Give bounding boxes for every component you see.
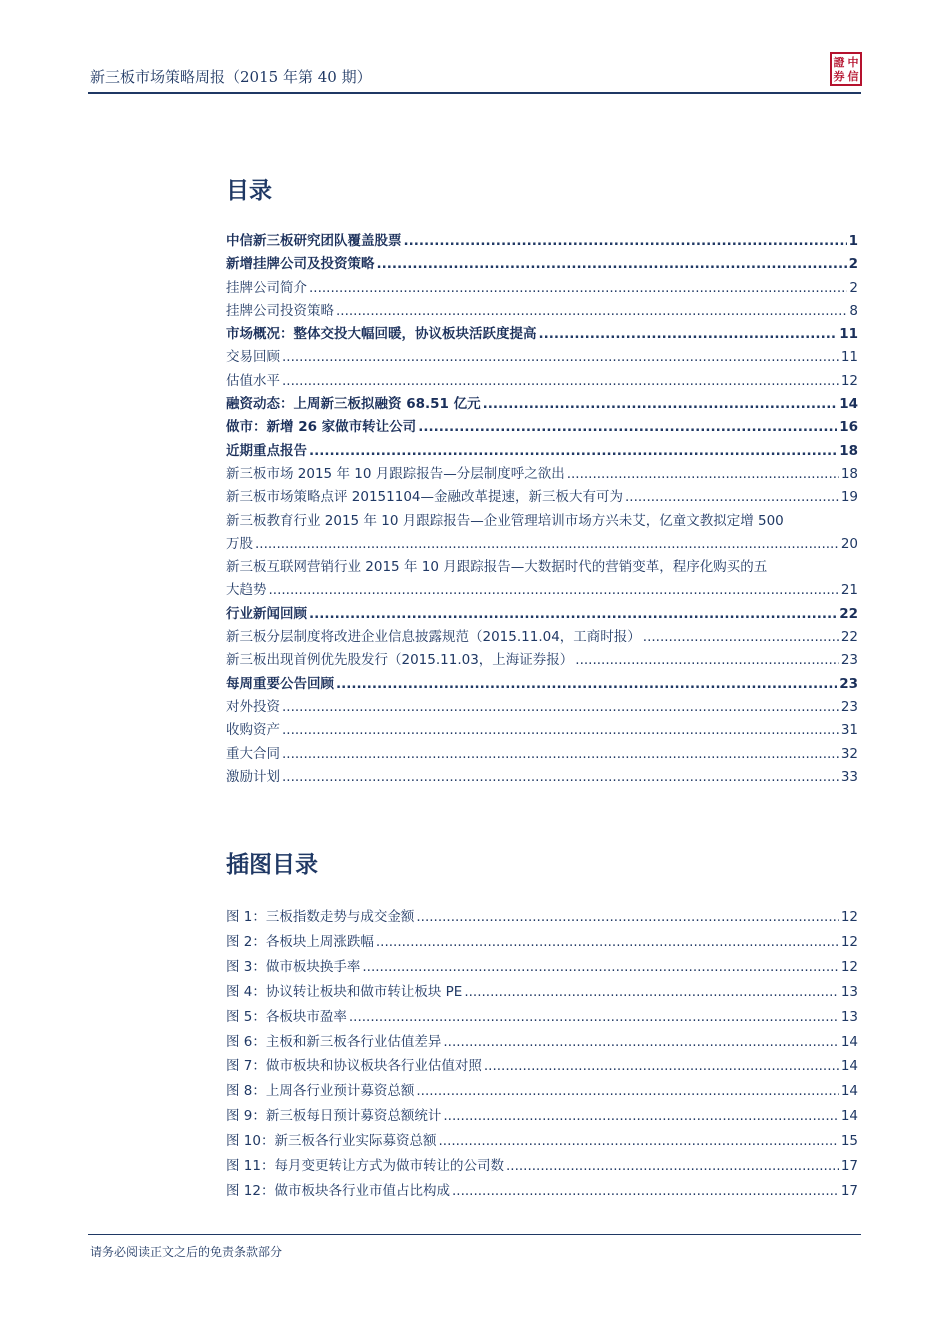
toc-entry[interactable] [226,905,858,930]
toc-entry-label: 万股 [226,535,253,552]
dot-leader [452,1179,839,1204]
toc-entry-page-number: 17 [840,1158,858,1175]
dot-leader [377,253,847,276]
toc-entry-label: 做市：新增 26 家做市转让公司 [226,419,417,436]
toc-entry-label: 图 12：做市板块各行业市值占比构成 [226,1182,450,1199]
toc-entry[interactable] [226,323,858,346]
report-title: 新三板市场策略周报（2015 年第 40 期） [90,68,372,86]
dot-leader [416,905,838,930]
toc-entry-label: 新三板市场 2015 年 10 月跟踪报告—分层制度呼之欲出 [226,465,565,482]
toc-entry-page-number: 22 [840,629,858,646]
toc-entry-label: 重大合同 [226,745,280,762]
toc-entry-label: 挂牌公司简介 [226,279,307,296]
toc-entry[interactable] [226,930,858,955]
toc-entry-label: 激励计划 [226,768,280,785]
toc-entry-page-number: 17 [840,1182,858,1199]
dot-leader [282,346,839,369]
toc-entry-wrapped-line[interactable]: 新三板教育行业 2015 年 10 月跟踪报告—企业管理培训市场方兴未艾，亿童文教拟定增 500 [226,512,784,529]
dot-leader [484,1054,839,1079]
toc-entry-label: 行业新闻回顾 [226,605,307,622]
toc-entry[interactable] [226,230,858,253]
toc-entry-label: 图 5：各板块市盈率 [226,1008,347,1025]
toc-entry[interactable] [226,579,858,602]
toc-entry-page-number: 12 [840,958,858,975]
toc-entry-label: 图 4：协议转让板块和做市转让板块 PE [226,983,463,1000]
dot-leader [309,277,847,300]
dot-leader [255,533,839,556]
toc-entry[interactable] [226,277,858,300]
toc-entry[interactable] [226,253,858,276]
toc-entry[interactable] [226,440,858,463]
dot-leader [483,393,838,416]
toc-entry-label: 每周重要公告回顾 [226,675,334,692]
dot-leader [438,1129,838,1154]
toc-entry[interactable] [226,1129,858,1154]
dot-leader [567,463,839,486]
list-of-figures [226,905,858,1204]
toc-entry-label: 图 3：做市板块换手率 [226,958,361,975]
logo-char: 信 [847,70,859,83]
dot-leader [309,440,837,463]
dot-leader [625,486,839,509]
dot-leader [336,673,837,696]
toc-entry-page-number: 16 [839,419,858,436]
dot-leader [282,719,839,742]
dot-leader [506,1154,839,1179]
toc-entry-page-number: 21 [840,582,858,599]
toc-entry[interactable] [226,393,858,416]
header-divider [88,92,861,94]
toc-entry-label: 图 10：新三板各行业实际募资总额 [226,1133,437,1150]
toc-entry[interactable] [226,1154,858,1179]
toc-entry[interactable] [226,955,858,980]
toc-entry-page-number: 22 [839,605,858,622]
toc-entry-page-number: 31 [840,722,858,739]
toc-entry-page-number: 15 [840,1133,858,1150]
toc-title: 目录 [226,178,272,204]
toc-entry-page-number: 23 [840,698,858,715]
toc-entry[interactable] [226,980,858,1005]
toc-entry-page-number: 32 [840,745,858,762]
dot-leader [539,323,838,346]
toc-entry-page-number: 12 [840,933,858,950]
toc-entry[interactable] [226,1179,858,1204]
dot-leader [643,626,839,649]
toc-entry-page-number: 13 [840,1008,858,1025]
logo-char: 中 [847,56,859,69]
toc-entry[interactable] [226,370,858,393]
toc-entry-label: 融资动态：上周新三板拟融资 68.51 亿元 [226,396,481,413]
dot-leader [309,603,837,626]
toc-entry-page-number: 2 [848,256,858,273]
toc-entry[interactable] [226,743,858,766]
toc-entry-page-number: 23 [839,675,858,692]
toc-entry[interactable] [226,533,858,556]
toc-entry-label: 市场概况：整体交投大幅回暖，协议板块活跃度提高 [226,326,537,343]
toc-entry-page-number: 14 [840,1058,858,1075]
toc-entry-label: 新增挂牌公司及投资策略 [226,256,375,273]
toc-entry-wrapped-line[interactable]: 新三板互联网营销行业 2015 年 10 月跟踪报告—大数据时代的营销变革，程序化购买的五 [226,559,768,576]
toc-entry[interactable] [226,673,858,696]
dot-leader [464,980,838,1005]
toc-entry-label: 新三板市场策略点评 20151104—金融改革提速，新三板大有可为 [226,489,624,506]
footer-divider [88,1234,861,1235]
toc-entry[interactable] [226,626,858,649]
toc-entry-page-number: 19 [840,489,858,506]
dot-leader [336,300,847,323]
dot-leader [282,743,839,766]
toc-entry[interactable] [226,1054,858,1079]
dot-leader [376,930,839,955]
toc-entry-label: 新三板分层制度将改进企业信息披露规范（2015.11.04，工商时报） [226,629,641,646]
dot-leader [443,1104,838,1129]
dot-leader [282,370,839,393]
toc-entry-label: 图 7：做市板块和协议板块各行业估值对照 [226,1058,482,1075]
toc-entry[interactable] [226,719,858,742]
toc-entry-page-number: 8 [849,302,858,319]
toc-entry-page-number: 18 [839,442,858,459]
dot-leader [416,1079,838,1104]
figures-title: 插图目录 [226,852,318,878]
toc-entry-label: 图 6：主板和新三板各行业估值差异 [226,1033,442,1050]
toc-entry-page-number: 11 [840,349,858,366]
toc-entry-label: 挂牌公司投资策略 [226,302,334,319]
dot-leader [282,766,839,789]
toc-entry-page-number: 23 [840,652,858,669]
toc-entry[interactable] [226,603,858,626]
toc-entry-label: 新三板出现首例优先股发行（2015.11.03，上海证券报） [226,652,574,669]
toc-entry-page-number: 18 [840,465,858,482]
dot-leader [418,416,837,439]
toc-entry-page-number: 33 [840,768,858,785]
toc-entry[interactable] [226,486,858,509]
toc-entry-page-number: 14 [840,1033,858,1050]
toc-entry-label: 中信新三板研究团队覆盖股票 [226,233,402,249]
toc-entry[interactable] [226,300,858,323]
toc-entry-page-number: 2 [849,279,858,296]
toc-entry-page-number: 11 [839,326,858,343]
toc-entry-label: 图 2：各板块上周涨跌幅 [226,933,374,950]
toc-entry-label: 交易回顾 [226,349,280,366]
toc-entry[interactable] [226,1104,858,1129]
toc-entry[interactable] [226,416,858,439]
toc-entry-label: 图 9：新三板每日预计募资总额统计 [226,1108,442,1125]
dot-leader [282,696,839,719]
dot-leader [362,955,838,980]
toc-entry[interactable] [226,696,858,719]
dot-leader [349,1005,839,1030]
toc-entry-label: 收购资产 [226,722,280,739]
toc-entry[interactable] [226,766,858,789]
toc-entry-label: 图 8：上周各行业预计募资总额 [226,1083,415,1100]
logo-char: 券 [833,70,845,83]
dot-leader [269,579,839,602]
dot-leader [443,1030,838,1055]
disclaimer-notice: 请务必阅读正文之后的免责条款部分 [90,1245,283,1259]
toc-entry-page-number: 14 [839,396,858,413]
toc-entry[interactable] [226,463,858,486]
toc-entry[interactable] [226,1005,858,1030]
toc-entry-page-number: 20 [840,535,858,552]
toc-entry-label: 图 1：三板指数走势与成交金额 [226,909,415,925]
table-of-contents [226,230,858,789]
citic-securities-logo [830,52,862,86]
toc-entry[interactable] [226,1079,858,1104]
toc-entry-page-number: 12 [840,909,858,925]
toc-entry[interactable] [226,346,858,369]
toc-entry[interactable] [226,649,858,672]
toc-entry-page-number: 14 [840,1083,858,1100]
toc-entry-page-number: 12 [840,372,858,389]
dot-leader [404,230,847,253]
toc-entry-page-number: 1 [848,233,858,249]
toc-entry[interactable] [226,1030,858,1055]
toc-entry-label: 图 11：每月变更转让方式为做市转让的公司数 [226,1158,504,1175]
dot-leader [575,649,839,672]
toc-entry-label: 估值水平 [226,372,280,389]
logo-char: 證 [833,56,845,69]
toc-entry-label: 近期重点报告 [226,442,307,459]
toc-entry-label: 大趋势 [226,582,267,599]
toc-entry-label: 对外投资 [226,698,280,715]
toc-entry-page-number: 13 [840,983,858,1000]
toc-entry-page-number: 14 [840,1108,858,1125]
